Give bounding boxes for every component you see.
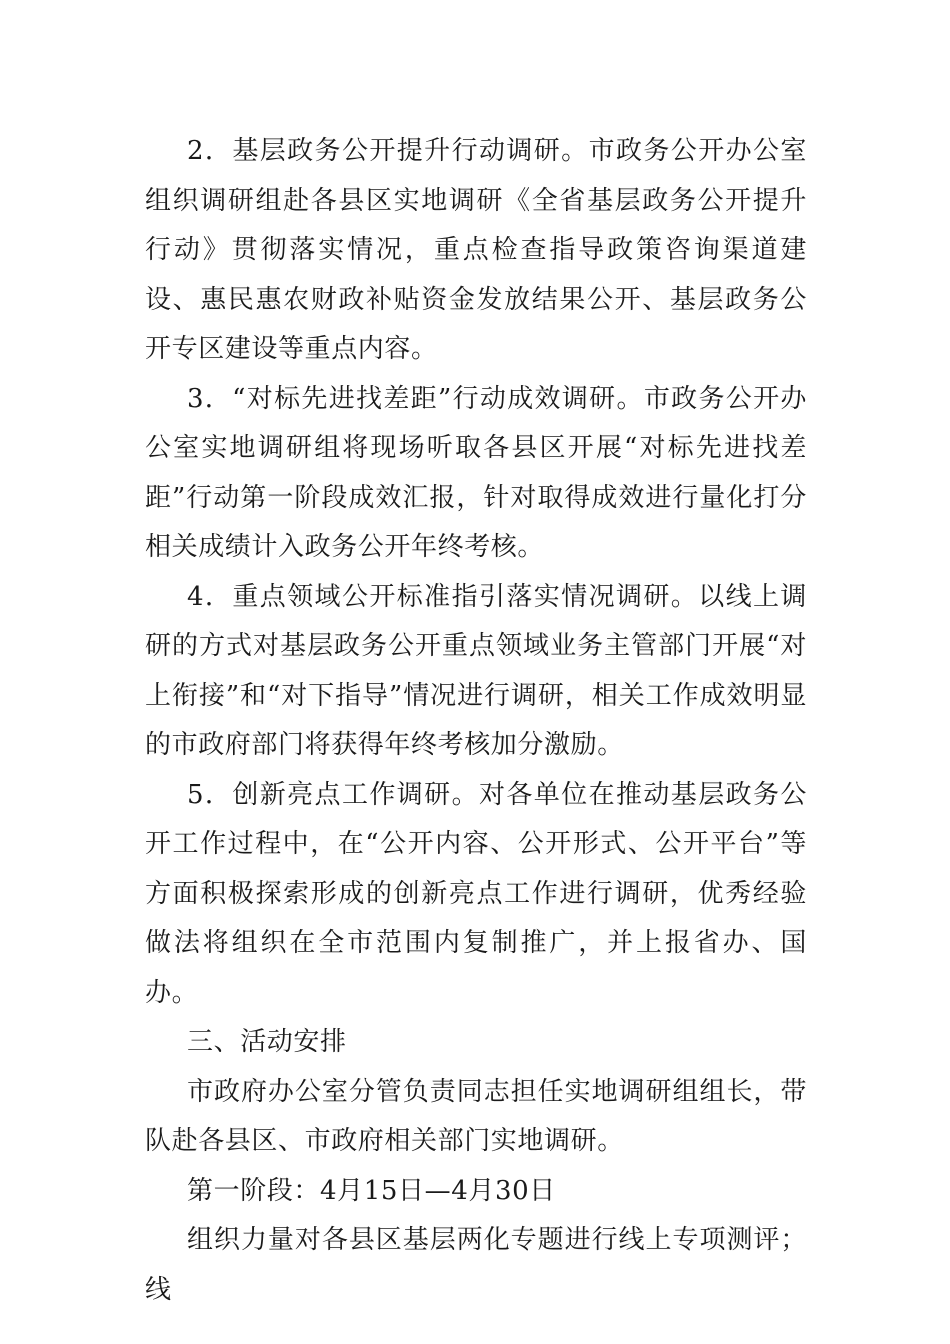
paragraph-item-2: 2．基层政务公开提升行动调研。市政务公开办公室组织调研组赴各县区实地调研《全省基层政务公开提升行动》贯彻落实情况，重点检查指导政策咨询渠道建设、惠民惠农财政补贴资金发放结果公开、基层政务公开专区建设等重点内容。 [145,136,807,364]
paragraph-item-3: 3．“对标先进找差距”行动成效调研。市政务公开办公室实地调研组将现场听取各县区开展“对标先进找差距”行动第一阶段成效汇报，针对取得成效进行量化打分相关成绩计入政务公开年终考核。 [145,383,807,562]
paragraph-phase-1: 第一阶段：4月15日—4月30日 [187,1175,556,1206]
paragraph-item-5: 5．创新亮点工作调研。对各单位在推动基层政务公开工作过程中，在“公开内容、公开形式、公开平台”等方面积极探索形成的创新亮点工作进行调研，优秀经验做法将组织在全市范围内复制推广，并上报省办、国办。 [145,779,807,1008]
document-body [145,127,807,1315]
paragraph-item-4: 4．重点领域公开标准指引落实情况调研。以线上调研的方式对基层政务公开重点领域业务主管部门开展“对上衔接”和“对下指导”情况进行调研，相关工作成效明显的市政府部门将获得年终考核加分激励。 [145,581,807,760]
section-heading-activity-arrangement: 三、活动安排 [187,1027,347,1057]
paragraph-arrangement: 市政府办公室分管负责同志担任实地调研组组长，带队赴各县区、市政府相关部门实地调研。 [145,1076,807,1156]
paragraph-phase-1-detail: 组织力量对各县区基层两化专题进行线上专项测评；线 [145,1225,807,1305]
